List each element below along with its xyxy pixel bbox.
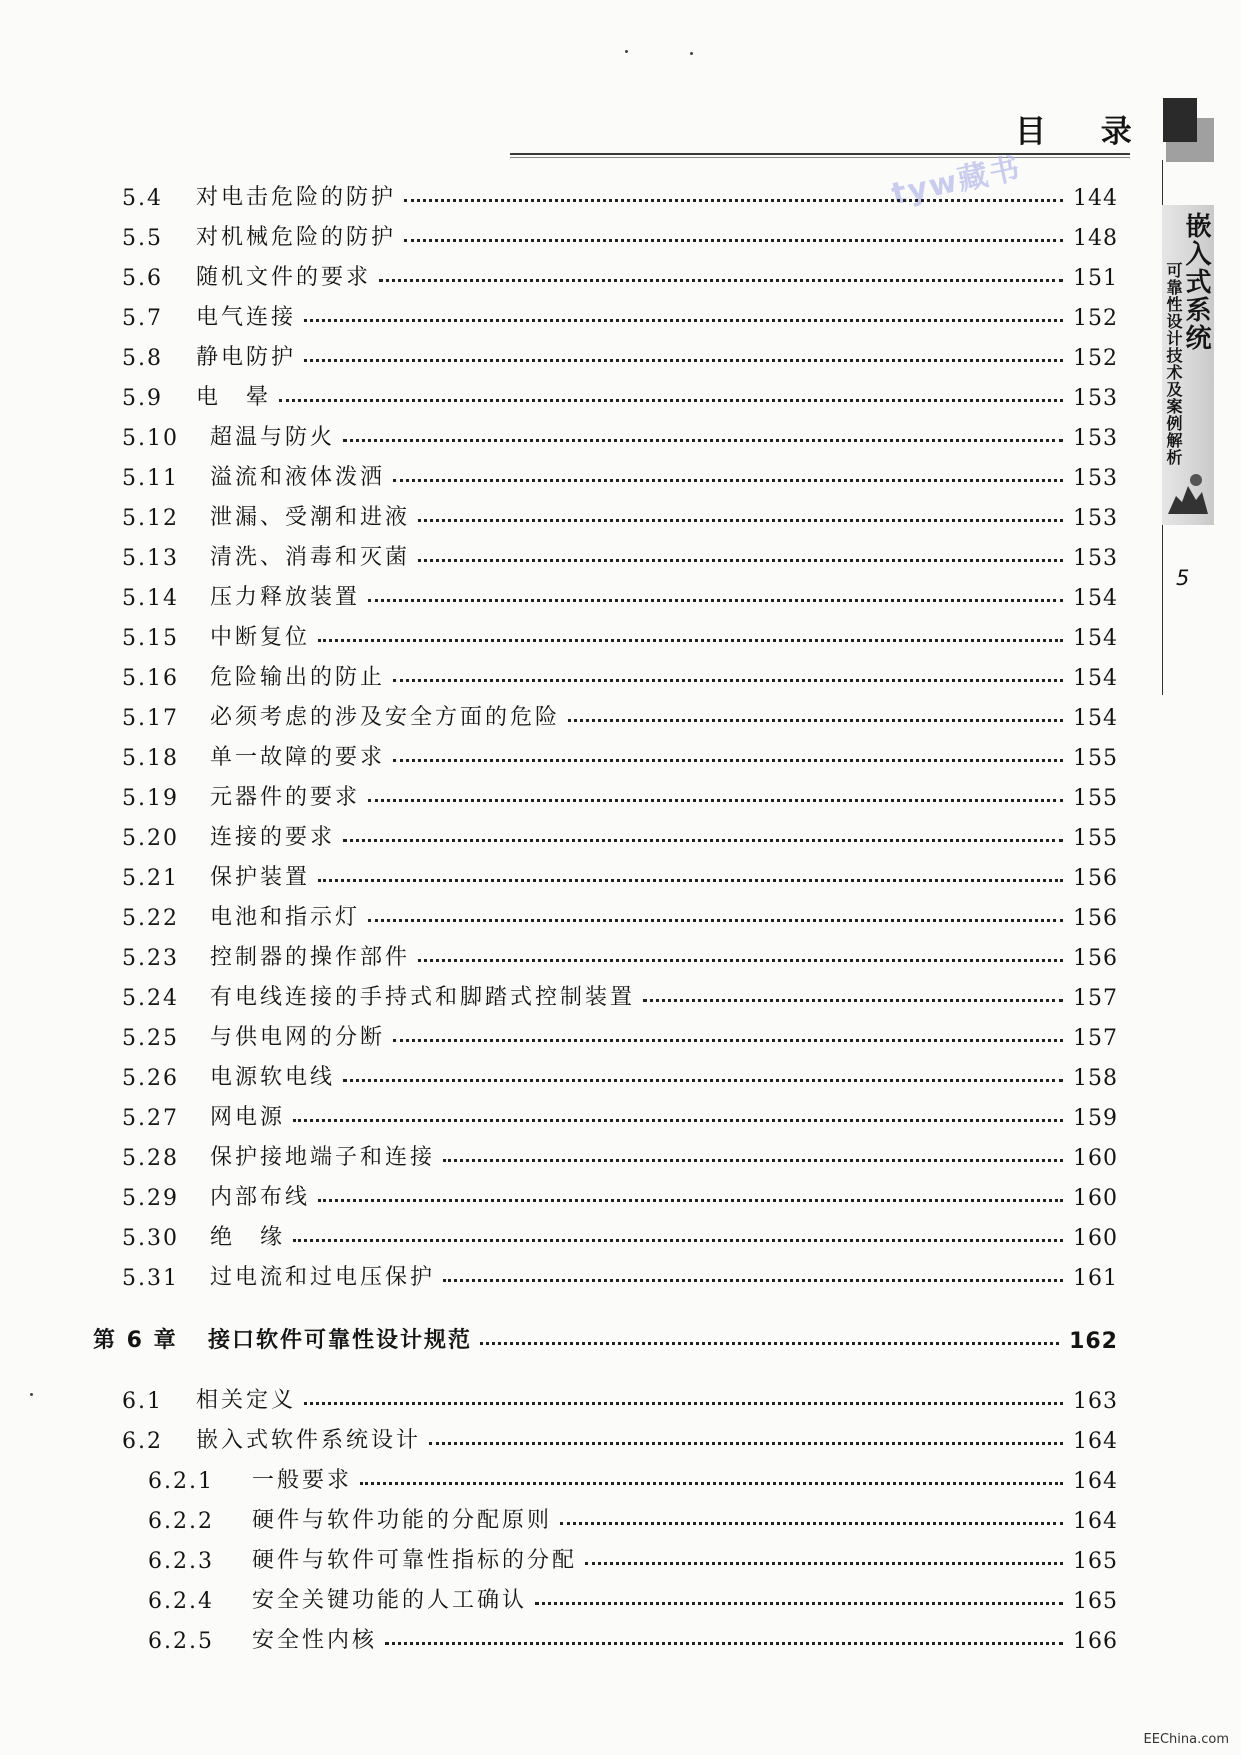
- toc-entry-number: 6.2.2: [148, 1509, 214, 1534]
- dot-leader: [279, 399, 1063, 402]
- dot-leader: [418, 519, 1063, 522]
- toc-entry-title: 元器件的要求: [210, 785, 361, 810]
- toc-entry-page: 153: [1073, 506, 1118, 531]
- toc-entry-page: 157: [1073, 986, 1118, 1011]
- toc-entry-page: 152: [1073, 306, 1118, 331]
- toc-entry-title: 泄漏、受潮和进液: [210, 505, 411, 530]
- toc-entry-number: 5.28: [122, 1146, 179, 1171]
- dot-leader: [443, 1279, 1063, 1282]
- toc-section-entry[interactable]: [122, 575, 1118, 611]
- toc-entry-number: 5.27: [122, 1106, 179, 1131]
- toc-entry-page: 156: [1073, 946, 1118, 971]
- toc-entry-page: 155: [1073, 826, 1118, 851]
- toc-entry-number: 5.31: [122, 1266, 179, 1291]
- toc-entry-page: 153: [1073, 426, 1118, 451]
- toc-entry-number: 6.2.4: [148, 1589, 214, 1614]
- toc-section-entry[interactable]: [122, 175, 1118, 211]
- dot-leader: [343, 839, 1063, 842]
- toc-entry-title: 电气连接: [196, 305, 297, 330]
- toc-entry-title: 安全关键功能的人工确认: [252, 1588, 528, 1613]
- side-tab-illustration: [1166, 466, 1210, 516]
- toc-section-entry[interactable]: [122, 695, 1118, 731]
- dot-leader: [343, 1079, 1063, 1082]
- toc-section-entry[interactable]: [122, 735, 1118, 771]
- toc-section-entry[interactable]: [122, 935, 1118, 971]
- dot-leader: [304, 319, 1063, 322]
- toc-chapter-entry[interactable]: [93, 1318, 1118, 1354]
- toc-entry-page: 160: [1073, 1186, 1118, 1211]
- toc-entry-title: 超温与防火: [210, 425, 336, 450]
- toc-entry-title: 连接的要求: [210, 825, 336, 850]
- dot-leader: [643, 999, 1063, 1002]
- toc-subsection-entry[interactable]: [148, 1618, 1118, 1654]
- toc-section-entry[interactable]: [122, 855, 1118, 891]
- header-rule: [510, 153, 1130, 155]
- toc-entry-number: 5.21: [122, 866, 179, 891]
- dot-leader: [304, 359, 1063, 362]
- dot-leader: [393, 479, 1063, 482]
- dot-leader: [304, 1402, 1063, 1405]
- toc-subsection-entry[interactable]: [148, 1578, 1118, 1614]
- toc-entry-number: 5.11: [122, 466, 179, 491]
- toc-entry-number: 5.22: [122, 906, 179, 931]
- toc-entry-number: 5.23: [122, 946, 179, 971]
- toc-entry-number: 6.2.5: [148, 1629, 214, 1654]
- toc-entry-title: 静电防护: [196, 345, 297, 370]
- toc-entry-title: 一般要求: [252, 1468, 353, 1493]
- corner-decoration-dark: [1163, 98, 1197, 142]
- toc-entry-title: 保护装置: [210, 865, 311, 890]
- toc-entry-page: 160: [1073, 1146, 1118, 1171]
- dot-leader: [343, 439, 1063, 442]
- toc-entry-title: 过电流和过电压保护: [210, 1265, 436, 1290]
- toc-subsection-entry[interactable]: [148, 1498, 1118, 1534]
- toc-entry-title: 有电线连接的手持式和脚踏式控制装置: [210, 985, 636, 1010]
- toc-entry-number: 5.29: [122, 1186, 179, 1211]
- toc-entry-page: 151: [1073, 266, 1118, 291]
- toc-entry-title: 对电击危险的防护: [196, 185, 397, 210]
- toc-entry-title: 电池和指示灯: [210, 905, 361, 930]
- toc-entry-page: 160: [1073, 1226, 1118, 1251]
- toc-entry-page: 165: [1073, 1549, 1118, 1574]
- toc-entry-number: 5.6: [122, 266, 163, 291]
- toc-entry-number: 6.2.3: [148, 1549, 214, 1574]
- toc-entry-number: 5.4: [122, 186, 163, 211]
- dot-leader: [393, 1039, 1063, 1042]
- toc-entry-title: 硬件与软件可靠性指标的分配: [252, 1548, 578, 1573]
- toc-entry-title: 与供电网的分断: [210, 1025, 386, 1050]
- toc-section-entry[interactable]: [122, 1055, 1118, 1091]
- toc-entry-page: 155: [1073, 786, 1118, 811]
- toc-section-entry[interactable]: [122, 215, 1118, 251]
- toc-entry-title: 随机文件的要求: [196, 265, 372, 290]
- header-rule-thin: [510, 157, 1130, 158]
- toc-entry-page: 159: [1073, 1106, 1118, 1131]
- toc-section-entry[interactable]: [122, 895, 1118, 931]
- toc-section-entry[interactable]: [122, 815, 1118, 851]
- dot-leader: [535, 1602, 1063, 1605]
- scan-speck: [30, 1393, 33, 1396]
- toc-section-entry[interactable]: [122, 1378, 1118, 1414]
- dot-leader: [568, 719, 1063, 722]
- toc-entry-page: 161: [1073, 1266, 1118, 1291]
- toc-entry-title: 绝 缘: [210, 1225, 286, 1250]
- dot-leader: [318, 1199, 1063, 1202]
- toc-entry-page: 155: [1073, 746, 1118, 771]
- toc-section-entry[interactable]: [122, 975, 1118, 1011]
- toc-entry-title: 对机械危险的防护: [196, 225, 397, 250]
- toc-entry-title: 内部布线: [210, 1185, 311, 1210]
- toc-entry-title: 中断复位: [210, 625, 311, 650]
- toc-entry-title: 网电源: [210, 1105, 286, 1130]
- toc-section-entry[interactable]: [122, 615, 1118, 651]
- toc-entry-number: 5.16: [122, 666, 179, 691]
- dot-leader: [480, 1342, 1059, 1345]
- toc-section-entry[interactable]: [122, 535, 1118, 571]
- toc-entry-page: 164: [1073, 1429, 1118, 1454]
- toc-entry-page: 156: [1073, 866, 1118, 891]
- dot-leader: [418, 559, 1063, 562]
- page-header-title: 目 录: [1015, 114, 1154, 150]
- toc-entry-title: 压力释放装置: [210, 585, 361, 610]
- dot-leader: [318, 879, 1063, 882]
- toc-section-entry[interactable]: [122, 455, 1118, 491]
- dot-leader: [293, 1119, 1063, 1122]
- dot-leader: [429, 1442, 1063, 1445]
- toc-entry-page: 148: [1073, 226, 1118, 251]
- toc-entry-number: 5.20: [122, 826, 179, 851]
- dot-leader: [368, 919, 1063, 922]
- dot-leader: [404, 199, 1063, 202]
- toc-entry-title: 嵌入式软件系统设计: [196, 1428, 422, 1453]
- toc-section-entry[interactable]: [122, 295, 1118, 331]
- toc-entry-page: 158: [1073, 1066, 1118, 1091]
- toc-section-entry[interactable]: [122, 775, 1118, 811]
- toc-entry-number: 5.8: [122, 346, 163, 371]
- side-book-title: 嵌入式系统: [1181, 212, 1211, 352]
- toc-entry-number: 5.19: [122, 786, 179, 811]
- toc-section-entry[interactable]: [122, 335, 1118, 371]
- toc-section-entry[interactable]: [122, 1015, 1118, 1051]
- dot-leader: [560, 1522, 1063, 1525]
- toc-entry-number: 5.15: [122, 626, 179, 651]
- footer-credit: EEChina.com: [1143, 1732, 1229, 1747]
- toc-section-entry[interactable]: [122, 1418, 1118, 1454]
- toc-entry-number: 5.25: [122, 1026, 179, 1051]
- toc-entry-number: 5.5: [122, 226, 163, 251]
- toc-entry-title: 控制器的操作部件: [210, 945, 411, 970]
- dot-leader: [418, 959, 1063, 962]
- toc-entry-number: 5.26: [122, 1066, 179, 1091]
- toc-entry-page: 154: [1073, 626, 1118, 651]
- toc-entry-title: 安全性内核: [252, 1628, 378, 1653]
- toc-section-entry[interactable]: [122, 1175, 1118, 1211]
- toc-entry-page: 157: [1073, 1026, 1118, 1051]
- toc-entry-page: 153: [1073, 386, 1118, 411]
- toc-entry-number: 5.9: [122, 386, 163, 411]
- toc-entry-page: 153: [1073, 466, 1118, 491]
- toc-entry-page: 154: [1073, 586, 1118, 611]
- toc-subsection-entry[interactable]: [148, 1458, 1118, 1494]
- toc-entry-title: 硬件与软件功能的分配原则: [252, 1508, 553, 1533]
- toc-entry-title: 电源软电线: [210, 1065, 336, 1090]
- scan-speck: [690, 52, 693, 55]
- dot-leader: [368, 799, 1063, 802]
- dot-leader: [393, 759, 1063, 762]
- page-number: 5: [1176, 566, 1190, 590]
- toc-entry-page: 156: [1073, 906, 1118, 931]
- dot-leader: [293, 1239, 1063, 1242]
- toc-section-entry[interactable]: [122, 255, 1118, 291]
- toc-entry-number: 5.13: [122, 546, 179, 571]
- dot-leader: [393, 679, 1063, 682]
- toc-entry-title: 单一故障的要求: [210, 745, 386, 770]
- toc-entry-page: 162: [1069, 1329, 1118, 1354]
- dot-leader: [360, 1482, 1063, 1485]
- toc-entry-page: 163: [1073, 1389, 1118, 1414]
- toc-entry-page: 153: [1073, 546, 1118, 571]
- toc-entry-page: 166: [1073, 1629, 1118, 1654]
- toc-entry-page: 164: [1073, 1509, 1118, 1534]
- toc-entry-title: 必须考虑的涉及安全方面的危险: [210, 705, 561, 730]
- toc-entry-title: 保护接地端子和连接: [210, 1145, 436, 1170]
- toc-entry-number: 6.2.1: [148, 1469, 214, 1494]
- toc-section-entry[interactable]: [122, 495, 1118, 531]
- toc-section-entry[interactable]: [122, 1095, 1118, 1131]
- side-book-subtitle: 可靠性设计技术及案例解析: [1164, 262, 1183, 466]
- toc-section-entry[interactable]: [122, 375, 1118, 411]
- toc-entry-number: 5.10: [122, 426, 179, 451]
- toc-entry-number: 5.18: [122, 746, 179, 771]
- toc-subsection-entry[interactable]: [148, 1538, 1118, 1574]
- toc-entry-number: 5.7: [122, 306, 163, 331]
- watermark-text: tyw藏书: [888, 150, 1025, 213]
- toc-section-entry[interactable]: [122, 415, 1118, 451]
- toc-entry-number: 5.14: [122, 586, 179, 611]
- toc-entry-number: 5.24: [122, 986, 179, 1011]
- toc-entry-title: 接口软件可靠性设计规范: [208, 1328, 473, 1353]
- toc-section-entry[interactable]: [122, 1135, 1118, 1171]
- toc-entry-number: 6.1: [122, 1389, 163, 1414]
- toc-entry-number: 5.30: [122, 1226, 179, 1251]
- toc-entry-number: 5.17: [122, 706, 179, 731]
- toc-entry-number: 5.12: [122, 506, 179, 531]
- toc-entry-title: 清洗、消毒和灭菌: [210, 545, 411, 570]
- toc-entry-page: 144: [1073, 186, 1118, 211]
- toc-section-entry[interactable]: [122, 1215, 1118, 1251]
- toc-entry-page: 154: [1073, 666, 1118, 691]
- toc-entry-page: 164: [1073, 1469, 1118, 1494]
- dot-leader: [318, 639, 1063, 642]
- dot-leader: [404, 239, 1063, 242]
- dot-leader: [385, 1642, 1063, 1645]
- dot-leader: [443, 1159, 1063, 1162]
- toc-section-entry[interactable]: [122, 655, 1118, 691]
- dot-leader: [585, 1562, 1063, 1565]
- toc-entry-title: 电 晕: [196, 385, 272, 410]
- toc-entry-title: 溢流和液体泼洒: [210, 465, 386, 490]
- toc-section-entry[interactable]: [122, 1255, 1118, 1291]
- toc-entry-number: 6.2: [122, 1429, 163, 1454]
- toc-entry-page: 165: [1073, 1589, 1118, 1614]
- toc-entry-page: 154: [1073, 706, 1118, 731]
- dot-leader: [379, 279, 1063, 282]
- toc-entry-page: 152: [1073, 346, 1118, 371]
- dot-leader: [368, 599, 1063, 602]
- toc-entry-title: 相关定义: [196, 1388, 297, 1413]
- toc-entry-title: 危险输出的防止: [210, 665, 386, 690]
- toc-entry-number: 第 6 章: [93, 1328, 178, 1353]
- scan-speck: [625, 50, 628, 53]
